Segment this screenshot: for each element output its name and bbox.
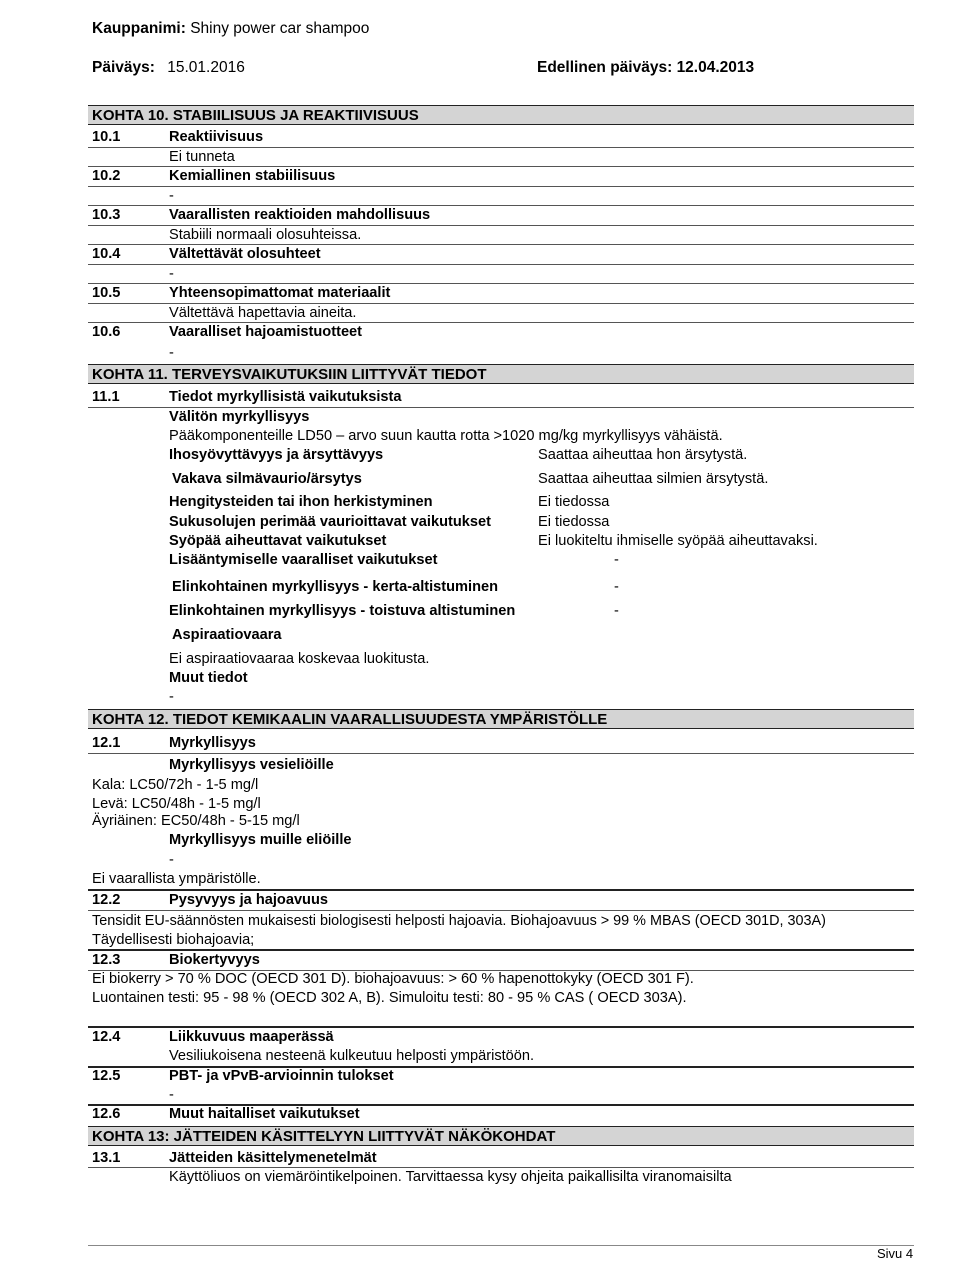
sub-12-2-heading: Pysyvyys ja hajoavuus bbox=[169, 892, 329, 908]
eye-damage-value: Saattaa aiheuttaa silmien ärsytystä. bbox=[538, 471, 769, 487]
crustacean-label: Äyriäinen: bbox=[92, 813, 157, 829]
divider bbox=[88, 753, 914, 754]
reproductive-value: - bbox=[614, 552, 619, 568]
aspiration-label: Aspiraatiovaara bbox=[172, 627, 282, 643]
sensitisation-label: Hengitysteiden tai ihon herkistyminen bbox=[169, 494, 433, 510]
divider bbox=[88, 225, 914, 226]
sub-12-2-number: 12.2 bbox=[92, 892, 121, 908]
divider bbox=[88, 1026, 914, 1028]
sub-10-3-text: Stabiili normaali olosuhteissa. bbox=[169, 227, 362, 243]
section-10-header bbox=[88, 105, 914, 125]
aspiration-text: Ei aspiraatiovaaraa koskevaa luokitusta. bbox=[169, 651, 430, 667]
sub-12-5-heading: PBT- ja vPvB-arvioinnin tulokset bbox=[169, 1068, 394, 1084]
section-11-title: KOHTA 11. TERVEYSVAIKUTUKSIIN LIITTYVÄT TIEDOT bbox=[92, 366, 487, 383]
sub-10-6-heading: Vaaralliset hajoamistuotteet bbox=[169, 324, 363, 340]
divider bbox=[88, 322, 914, 323]
sub-10-1-number: 10.1 bbox=[92, 129, 121, 145]
stot-single-label: Elinkohtainen myrkyllisyys - kerta-altistuminen bbox=[172, 579, 499, 595]
sub-11-1-number: 11.1 bbox=[92, 389, 120, 405]
company-value: Shiny power car shampoo bbox=[190, 20, 370, 37]
aquatic-toxicity-label: Myrkyllisyys vesieliöille bbox=[169, 757, 334, 773]
sub-12-6-number: 12.6 bbox=[92, 1106, 121, 1122]
section-12-header bbox=[88, 709, 914, 729]
sub-12-3-number: 12.3 bbox=[92, 952, 121, 968]
divider bbox=[88, 205, 914, 206]
other-organisms-value: - bbox=[169, 852, 174, 868]
page-number: Sivu 4 bbox=[877, 1246, 914, 1261]
section-11-header bbox=[88, 364, 914, 384]
skin-irritation-label: Ihosyövyttävyys ja ärsyttävyys bbox=[169, 447, 384, 463]
sub-12-4-heading: Liikkuvuus maaperässä bbox=[169, 1029, 334, 1045]
mutagenicity-label: Sukusolujen perimää vaurioittavat vaikutukset bbox=[169, 514, 491, 530]
bioaccumulation-text-2: Luontainen testi: 95 - 98 % (OECD 302 A, B). Simuloitu testi: 80 - 95 % CAS ( OECD 303A). bbox=[92, 990, 687, 1006]
divider bbox=[88, 186, 914, 187]
other-info-label: Muut tiedot bbox=[169, 670, 248, 686]
prev-date-line bbox=[537, 59, 754, 77]
other-info-value: - bbox=[169, 689, 174, 705]
sub-10-6-number: 10.6 bbox=[92, 324, 121, 340]
sub-10-3-heading: Vaarallisten reaktioiden mahdollisuus bbox=[169, 207, 431, 223]
sensitisation-value: Ei tiedossa bbox=[538, 494, 610, 510]
bioaccumulation-text-1: Ei biokerry > 70 % DOC (OECD 301 D). biohajoavuus: > 60 % hapenottokyky (OECD 301 F). bbox=[92, 971, 694, 987]
disposal-text: Käyttöliuos on viemäröintikelpoinen. Tarvittaessa kysy ohjeita paikallisilta viranomaisilta bbox=[169, 1169, 732, 1185]
sub-10-4-text: - bbox=[169, 266, 174, 282]
persistence-text-1: Tensidit EU-säännösten mukaisesti biologisesti helposti hajoavia. Biohajoavuus > 99 % MBAS (OECD 301D, 303A) bbox=[92, 913, 826, 929]
crustacean-line bbox=[92, 813, 300, 830]
prev-date-value: 12.04.2013 bbox=[676, 59, 755, 76]
divider bbox=[88, 283, 914, 284]
algae-value: Levä: LC50/48h - 1-5 mg/l bbox=[92, 796, 261, 812]
divider bbox=[88, 1167, 914, 1168]
sub-10-6-text: - bbox=[169, 345, 174, 361]
divider bbox=[88, 910, 914, 911]
divider bbox=[88, 949, 914, 951]
carcinogenicity-label: Syöpää aiheuttavat vaikutukset bbox=[169, 533, 387, 549]
sub-10-1-heading: Reaktiivisuus bbox=[169, 129, 264, 145]
eye-damage-label: Vakava silmävaurio/ärsytys bbox=[172, 471, 362, 487]
other-organisms-label: Myrkyllisyys muille eliöille bbox=[169, 832, 352, 848]
carcinogenicity-value: Ei luokiteltu ihmiselle syöpää aiheuttavaksi. bbox=[538, 533, 818, 549]
sub-10-3-number: 10.3 bbox=[92, 207, 121, 223]
sub-12-3-heading: Biokertyvyys bbox=[169, 952, 260, 968]
sub-10-2-number: 10.2 bbox=[92, 168, 121, 184]
sub-10-1-text: Ei tunneta bbox=[169, 149, 235, 165]
company-label: Kauppanimi: bbox=[92, 20, 186, 37]
crustacean-value: EC50/48h - 5-15 mg/l bbox=[160, 813, 300, 829]
sub-10-5-heading: Yhteensopimattomat materiaalit bbox=[169, 285, 391, 301]
section-10-title: KOHTA 10. STABIILISUUS JA REAKTIIVISUUS bbox=[92, 107, 419, 124]
sub-12-4-number: 12.4 bbox=[92, 1029, 121, 1045]
prev-date-label: Edellinen päiväys: bbox=[537, 59, 673, 76]
date-label: Päiväys: bbox=[92, 59, 155, 76]
pbt-text: - bbox=[169, 1087, 174, 1103]
divider bbox=[88, 244, 914, 245]
sub-13-1-heading: Jätteiden käsittelymenetelmät bbox=[169, 1150, 377, 1166]
date-value: 15.01.2016 bbox=[167, 59, 245, 76]
divider bbox=[88, 147, 914, 148]
persistence-text-2: Täydellisesti biohajoavia; bbox=[92, 932, 255, 948]
acute-toxicity-text: Pääkomponenteille LD50 – arvo suun kautta rotta >1020 mg/kg myrkyllisyys vähäistä. bbox=[169, 428, 723, 444]
section-12-title: KOHTA 12. TIEDOT KEMIKAALIN VAARALLISUUDESTA YMPÄRISTÖLLE bbox=[92, 711, 608, 728]
sub-12-1-number: 12.1 bbox=[92, 735, 121, 751]
sub-11-1-heading: Tiedot myrkyllisistä vaikutuksista bbox=[169, 389, 402, 405]
divider bbox=[88, 303, 914, 304]
date-line bbox=[92, 59, 245, 77]
footer-divider bbox=[88, 1245, 914, 1246]
sub-10-4-number: 10.4 bbox=[92, 246, 121, 262]
fish-value: Kala: LC50/72h - 1-5 mg/l bbox=[92, 777, 259, 793]
divider bbox=[88, 407, 914, 408]
sub-12-6-heading: Muut haitalliset vaikutukset bbox=[169, 1106, 360, 1122]
sub-10-2-heading: Kemiallinen stabiilisuus bbox=[169, 168, 336, 184]
sub-10-4-heading: Vältettävät olosuhteet bbox=[169, 246, 321, 262]
sub-10-2-text: - bbox=[169, 188, 174, 204]
sub-10-5-text: Vältettävä hapettavia aineita. bbox=[169, 305, 357, 321]
mutagenicity-value: Ei tiedossa bbox=[538, 514, 610, 530]
stot-repeated-label: Elinkohtainen myrkyllisyys - toistuva altistuminen bbox=[169, 603, 516, 619]
sub-10-5-number: 10.5 bbox=[92, 285, 121, 301]
section-13-title: KOHTA 13: JÄTTEIDEN KÄSITTELYYN LIITTYVÄT NÄKÖKOHDAT bbox=[92, 1128, 556, 1145]
acute-toxicity-label: Välitön myrkyllisyys bbox=[169, 409, 310, 425]
skin-irritation-value: Saattaa aiheuttaa hon ärsytystä. bbox=[538, 447, 748, 463]
divider bbox=[88, 166, 914, 167]
sub-13-1-number: 13.1 bbox=[92, 1150, 121, 1166]
mobility-text: Vesiliukoisena nesteenä kulkeutuu helposti ympäristöön. bbox=[169, 1048, 535, 1064]
reproductive-label: Lisääntymiselle vaaralliset vaikutukset bbox=[169, 552, 438, 568]
divider bbox=[88, 264, 914, 265]
divider bbox=[88, 889, 914, 891]
environment-text: Ei vaarallista ympäristölle. bbox=[92, 871, 261, 887]
sub-12-1-heading: Myrkyllisyys bbox=[169, 735, 256, 751]
stot-single-value: - bbox=[614, 579, 619, 595]
section-13-header bbox=[88, 1126, 914, 1146]
company-line bbox=[92, 20, 369, 38]
stot-repeated-value: - bbox=[614, 603, 619, 619]
sub-12-5-number: 12.5 bbox=[92, 1068, 121, 1084]
